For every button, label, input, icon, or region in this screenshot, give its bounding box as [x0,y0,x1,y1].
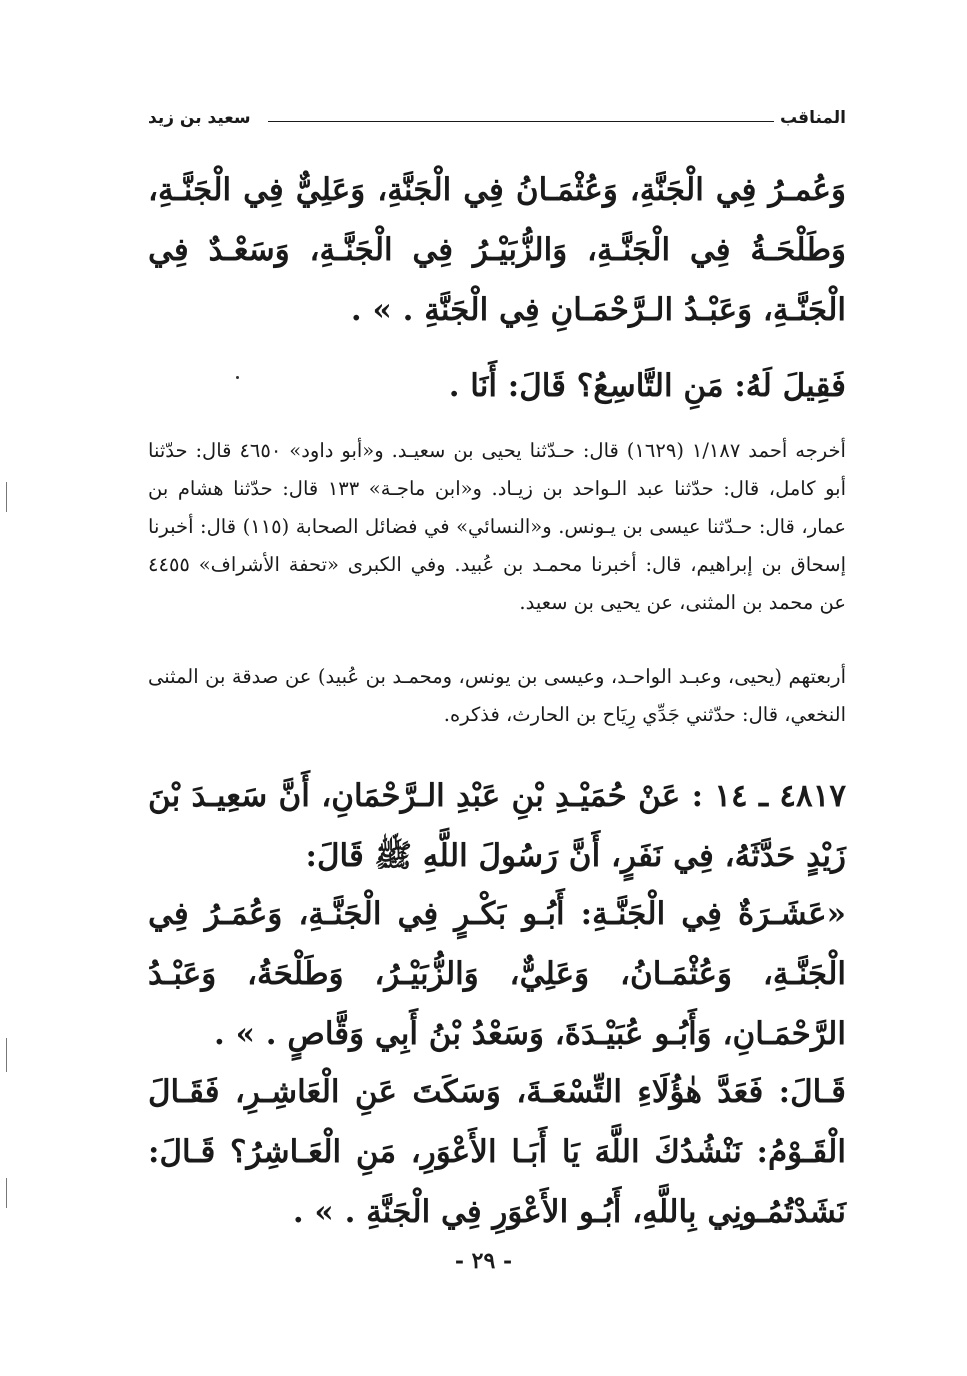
chain-note: أربعتهم (يحيى، وعبـد الواحـد، وعيسى بن يونس، ومحمـد بن عُبيد) عن صدقة بن المثنى النخعي، قال: حدّثني جَدِّي رِيَاح بن الحارث، فذكره. [148,665,846,726]
header-rule [268,121,774,122]
margin-scan-mark [6,1038,7,1072]
hadith-4817-conclusion: قَـالَ: فَعَدَّ هٰؤُلَاءِ التِّسْعَـةَ، وَسَكَتَ عَنِ الْعَاشِـرِ، فَقَـالَ الْقَـوْمُ: نَنْشُدُكَ اللَّهَ يَا أَبَـا الأَعْوَرِ، مَنِ الْعَـاشِرُ؟ قَـالَ: نَشَدْتُمُـونِي بِاللَّهِ، أَبُـو الأَعْوَرِ فِي الْجَنَّةِ . » . [148,1074,846,1230]
takhrij-note: أخرجه أحمد ١/١٨٧ (١٦٢٩) قال: حـدّثنا يحيى بن سعيـد. و«أبو داود» ٤٦٥٠ قال: حدّثنا أبو كامل، قال: حدّثنا عبد الـواحد بن زيـاد. و«ابن ماجـة» ١٣٣ قال: حدّثنا هشام بن عمار، قال: حـدّثنا عيسى بن يـونس. و«النسائي» في فضائل الصحابة (١١٥) قال: أخبرنا إسحاق بن إبراهيم، قال: أخبرنا محمـد بن عُبيد. وفي الكبرى «تحفة الأشراف» ٤٤٥٥ عن محمد بن المثنى، عن يحيى بن سعيد. [148,439,846,614]
section-title: سعيد بن زيد [148,108,251,128]
page-number: - ٢٩ - [454,1248,513,1274]
margin-scan-mark [6,482,7,512]
scan-dot [236,376,239,379]
running-header [148,108,846,136]
hadith-4817-isnad: ٤٨١٧ ـ ١٤ : عَنْ حُمَيْـدِ بْنِ عَبْدِ الـرَّحْمَانِ، أَنَّ سَعِيـدَ بْنَ زَيْدٍ حَدَّثَهُ، فِي نَفَرٍ، أَنَّ رَسُولَ اللَّهِ ﷺ قَالَ: [148,778,847,874]
hadith-continuation: وَعُمـرُ فِي الْجَنَّةِ، وَعُثْمَـانُ فِي الْجَنَّةِ، وَعَلِيٌّ فِي الْجَنَّـةِ، وَطَلْحَـةُ فِي الْجَنَّـةِ، وَالزُّبَيْـرُ فِي الْجَنَّـةِ، وَسَعْـدٌ فِي الْجَنَّـةِ، وَعَبْـدُ الـرَّحْمَـانِ فِي الْجَنَّةِ . » . [148,172,846,328]
margin-scan-mark [6,1178,7,1208]
hadith-4817-matn: «عَشَـرَةٌ فِي الْجَنَّـةِ: أَبُـو بَكْـرٍ فِي الْجَنَّـةِ، وَعُمَـرُ فِي الْجَنَّـةِ، وَعُثْمَـانُ، وَعَلِيٌّ، وَالزُّبَيْـرُ، وَطَلْحَةُ، وَعَبْـدُ الرَّحْمَـانِ، وَأَبُـو عُبَيْـدَةَ، وَسَعْدُ بْنُ أَبِي وَقَّاصٍ . » . [148,896,846,1052]
chapter-title: المناقب [779,108,846,128]
ninth-question: فَقِيلَ لَهُ: مَنِ التَّاسِعُ؟ قَالَ: أَنَا . [448,368,846,404]
